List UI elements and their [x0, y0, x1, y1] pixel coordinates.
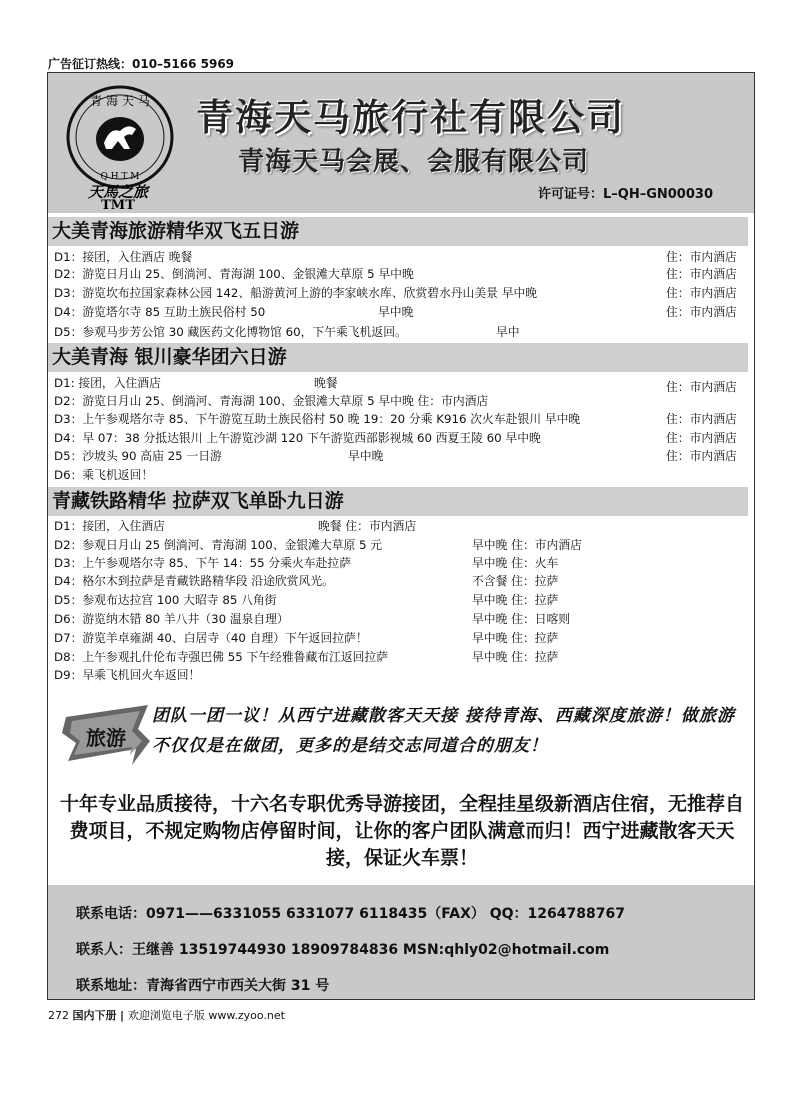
tour3-day6: D6：游览纳木错 80 羊八井（30 温泉自理） [54, 612, 289, 626]
tour2-day6: D6：乘飞机返回！ [54, 468, 154, 482]
tour3-day3: D3：上午参观塔尔寺 85、下午 14：55 分乘火车赴拉萨 [54, 556, 352, 570]
tour3-day9: D9：早乘飞机回火车返回！ [54, 668, 201, 682]
tour3-title: 青藏铁路精华 拉萨双飞单卧九日游 [48, 487, 748, 516]
tour2-day1-meals: 晚餐 [314, 376, 338, 390]
tour1-day2: D2：游览日月山 25、倒淌河、青海湖 100、金银滩大草原 5 早中晚 [54, 267, 414, 281]
tour1-day2-stay: 住：市内酒店 [666, 267, 737, 281]
logo-abbr: TMT [101, 198, 135, 209]
ad-hotline: 广告征订热线：010–5166 5969 [48, 57, 235, 71]
tour3-day2-meals: 早中晚 住：市内酒店 [472, 538, 582, 552]
tour2-day2: D2：游览日月山 25、倒淌河、青海湖 100、金银滩大草原 5 早中晚 住：市内酒店 [54, 394, 489, 408]
ad-frame [47, 72, 755, 1000]
company-name: 青海天马旅行社有限公司 [196, 96, 625, 139]
logo-script: 天馬之旅 [87, 183, 149, 201]
tour2-day1-stay: 住：市内酒店 [666, 380, 737, 394]
tour3-day4-meals: 不含餐 住：拉萨 [472, 574, 559, 588]
tour1-day1-stay: 住：市内酒店 [666, 250, 737, 264]
tour1-day4-meals: 早中晚 [378, 305, 414, 319]
footer-section: 国内下册 [72, 1009, 117, 1022]
tour1-title: 大美青海旅游精华双飞五日游 [48, 217, 748, 246]
tour2-day5: D5：沙坡头 90 高庙 25 一日游 [54, 449, 222, 463]
tour3-day7: D7：游览羊卓雍湖 40、白居寺（40 自理）下午返回拉萨！ [54, 631, 368, 645]
travel-badge-text: 旅游 [86, 726, 126, 750]
promo-slogan: 团队一团一议！从西宁进藏散客天天接 接待青海、西藏深度旅游！做旅游不仅仅是在做团，更多的是结交志同道合的朋友！ [152, 706, 735, 756]
tour3-day4: D4：格尔木到拉萨是青藏铁路精华段 沿途欣赏风光。 [54, 574, 334, 588]
logo-top-text: 青 海 天 马 [90, 94, 150, 108]
tour3-day2: D2：参观日月山 25 倒淌河、青海湖 100、金银滩大草原 5 元 [54, 538, 383, 552]
tour1-day3-stay: 住：市内酒店 [666, 286, 737, 300]
tour3-day8: D8：上午参观扎什伦布寺强巴佛 55 下午经雅鲁藏布江返回拉萨 [54, 650, 389, 664]
travel-badge [62, 703, 152, 773]
tour2-day4: D4：早 07：38 分抵达银川 上午游览沙湖 120 下午游览西部影视城 60 西夏王陵 60 早中晚 [54, 431, 541, 445]
tour1-day1: D1：接团，入住酒店 晚餐 [54, 250, 193, 264]
tour1-day4-stay: 住：市内酒店 [666, 305, 737, 319]
tour2-day4-stay: 住：市内酒店 [666, 431, 737, 445]
tour2-title: 大美青海 银川豪华团六日游 [48, 343, 748, 372]
tour1-day5-meals: 早中 [496, 325, 520, 339]
tour3-day7-meals: 早中晚 住：拉萨 [472, 631, 559, 645]
tour1-day4: D4：游览塔尔寺 85 互助土族民俗村 50 [54, 305, 266, 319]
subsidiary-name: 青海天马会展、会服有限公司 [238, 147, 590, 177]
tour2-day3-stay: 住：市内酒店 [666, 412, 737, 426]
tianma-logo [58, 79, 208, 209]
contact-person: 联系人：王继善 13519744930 18909784836 MSN:qhly02@hotmail.com [76, 942, 610, 958]
tour3-day8-meals: 早中晚 住：拉萨 [472, 650, 559, 664]
company-header [48, 73, 754, 213]
tour3-day3-meals: 早中晚 住：火车 [472, 556, 559, 570]
tour2-day5-meals: 早中晚 [348, 449, 384, 463]
license-number: 许可证号：L–QH–GN00030 [538, 187, 713, 202]
contact-address: 联系地址：青海省西宁市西关大街 31 号 [76, 978, 330, 994]
promo-highlight: 十年专业品质接待，十六名专职优秀导游接团，全程挂星级新酒店住宿，无推荐自费项目，不规定购物店停留时间，让你的客户团队满意而归！西宁进藏散客天天接，保证火车票！ [59, 793, 744, 869]
footer-note: 欢迎浏览电子版 www.zyoo.net [127, 1009, 285, 1022]
contact-panel [48, 885, 754, 999]
tour1-day3: D3：游览坎布拉国家森林公园 142、船游黄河上游的李家峡水库、欣赏碧水丹山美景 早中晚 [54, 286, 538, 300]
tour2-day3: D3：上午参观塔尔寺 85、下午游览互助土族民俗村 50 晚 19：20 分乘 K916 次火车赴银川 早中晚 [54, 412, 581, 426]
contact-phone: 联系电话：0971——6331055 6331077 6118435（FAX） QQ：1264788767 [76, 906, 625, 922]
tour2-day1: D1: 接团，入住酒店 [54, 376, 161, 390]
page-footer: 272 国内下册 | 欢迎浏览电子版 www.zyoo.net [48, 1009, 285, 1022]
tour3-day6-meals: 早中晚 住：日喀则 [472, 612, 571, 626]
logo-ring-text: Q H T M [100, 172, 140, 182]
tour2-day5-stay: 住：市内酒店 [666, 449, 737, 463]
tour3-day5: D5：参观布达拉宫 100 大昭寺 85 八角街 [54, 593, 277, 607]
tour3-day5-meals: 早中晚 住：拉萨 [472, 593, 559, 607]
tour3-day1-meals: 晚餐 住：市内酒店 [318, 519, 417, 533]
tour1-day5: D5：参观马步芳公馆 30 藏医药文化博物馆 60，下午乘飞机返回。 [54, 325, 407, 339]
tour3-day1: D1：接团，入住酒店 [54, 519, 165, 533]
page-number: 272 [48, 1009, 69, 1022]
